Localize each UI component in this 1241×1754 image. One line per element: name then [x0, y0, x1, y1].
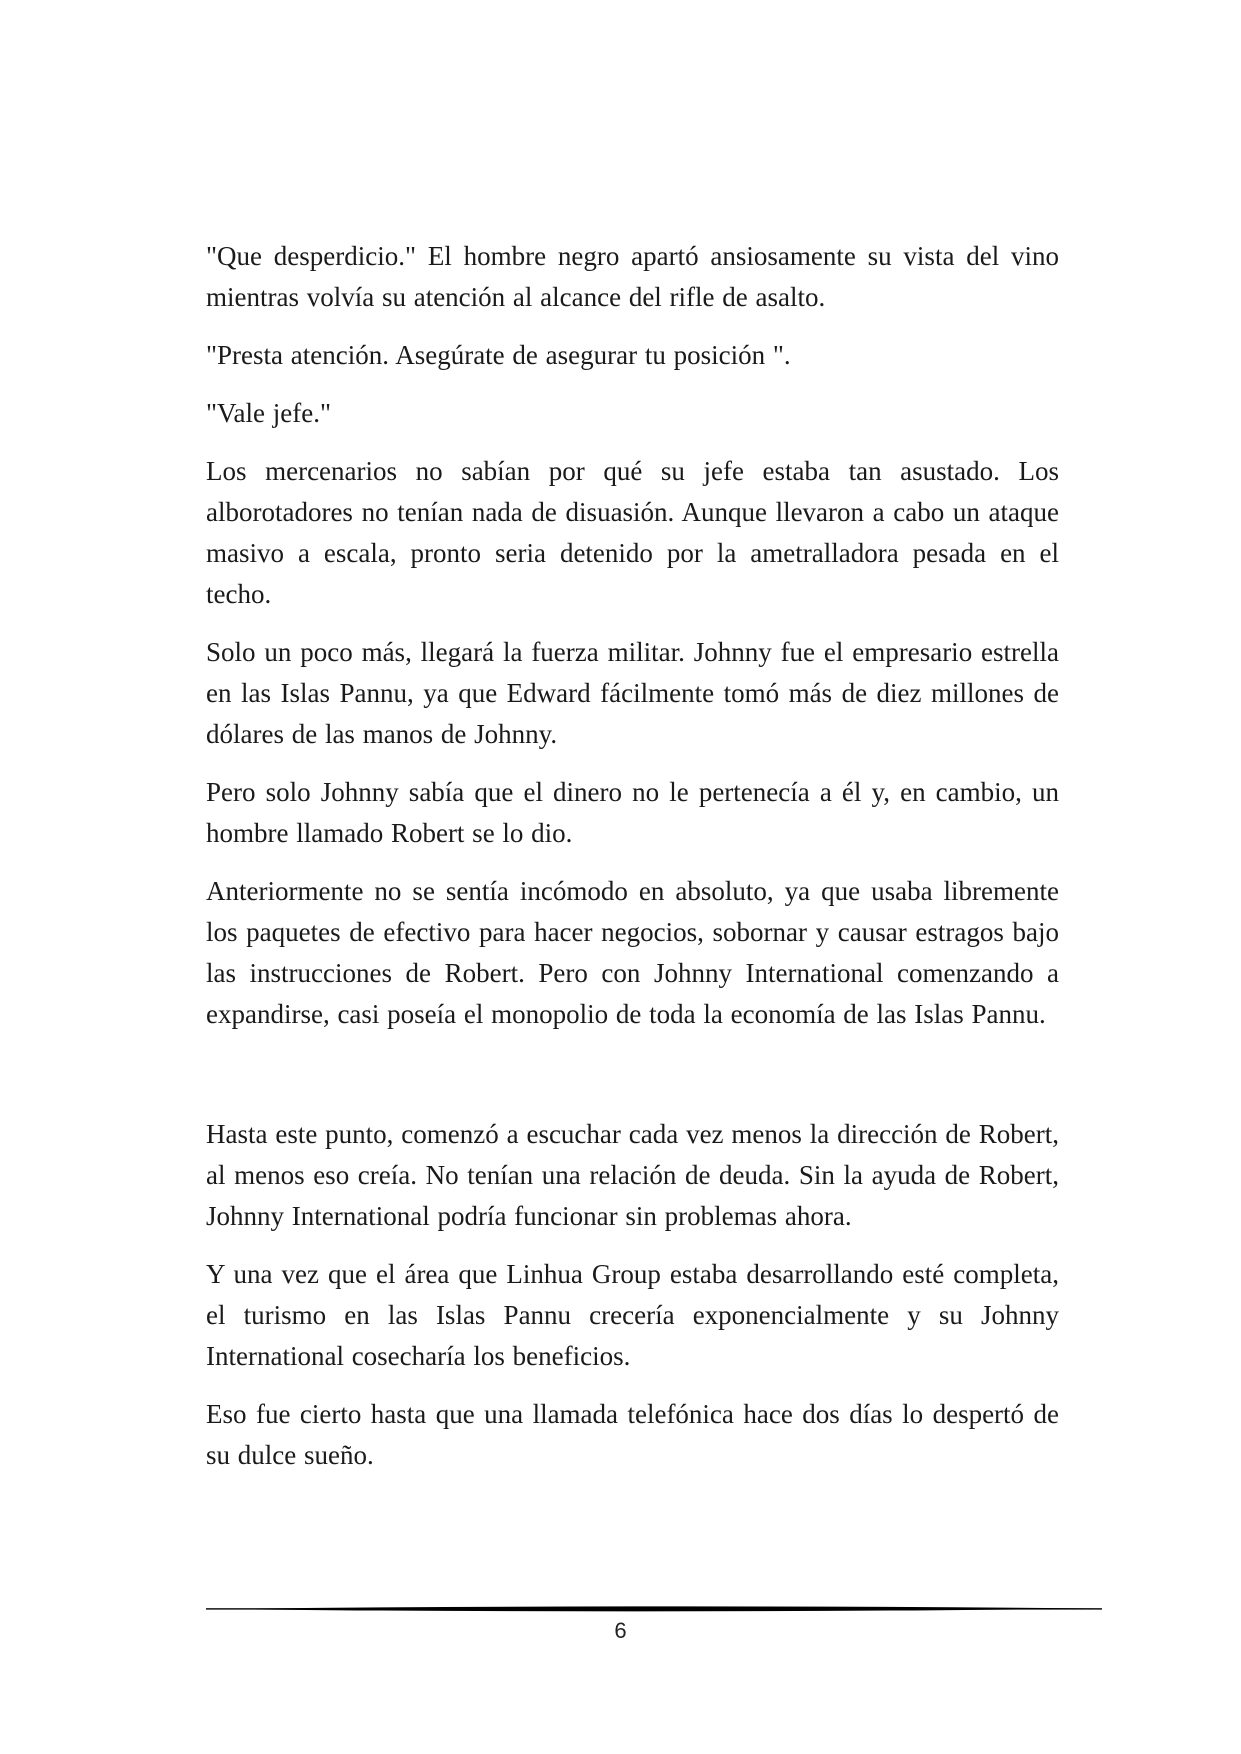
page-number: 6: [614, 1618, 627, 1643]
paragraph: Hasta este punto, comenzó a escuchar cada vez menos la dirección de Robert, al menos eso creía. No tenían una relación de deuda. Sin la ayuda de Robert, Johnny International podría funcionar sin problemas ahora.: [206, 1119, 1059, 1231]
paragraph: "Vale jefe.": [206, 398, 331, 428]
paragraph: Solo un poco más, llegará la fuerza militar. Johnny fue el empresario estrella en las Islas Pannu, ya que Edward fácilmente tomó más de diez millones de dólares de las manos de Johnny.: [206, 637, 1059, 749]
paragraph: Y una vez que el área que Linhua Group estaba desarrollando esté completa, el turismo en las Islas Pannu crecería exponencialmente y su Johnny International cosecharía los beneficios.: [206, 1259, 1059, 1371]
paragraph: Eso fue cierto hasta que una llamada telefónica hace dos días lo despertó de su dulce sueño.: [206, 1399, 1059, 1470]
paragraph: Los mercenarios no sabían por qué su jefe estaba tan asustado. Los alborotadores no tenían nada de disuasión. Aunque llevaron a cabo un ataque masivo a escala, pronto seria detenido por la ametralladora pesada en el techo.: [206, 456, 1059, 609]
body-text: [206, 236, 1059, 1493]
paragraph: Pero solo Johnny sabía que el dinero no le pertenecía a él y, en cambio, un hombre llamado Robert se lo dio.: [206, 777, 1059, 848]
paragraph: "Presta atención. Asegúrate de asegurar tu posición ".: [206, 340, 791, 370]
paragraph: "Que desperdicio." El hombre negro apartó ansiosamente su vista del vino mientras volvía su atención al alcance del rifle de asalto.: [206, 241, 1059, 312]
paragraph: Anteriormente no se sentía incómodo en absoluto, ya que usaba libremente los paquetes de efectivo para hacer negocios, sobornar y causar estragos bajo las instrucciones de Robert. Pero con Johnny International comenzando a expandirse, casi poseía el monopolio de toda la economía de las Islas Pannu.: [206, 876, 1059, 1029]
footer-divider: [206, 1603, 1102, 1615]
section-break: [206, 1052, 1059, 1114]
